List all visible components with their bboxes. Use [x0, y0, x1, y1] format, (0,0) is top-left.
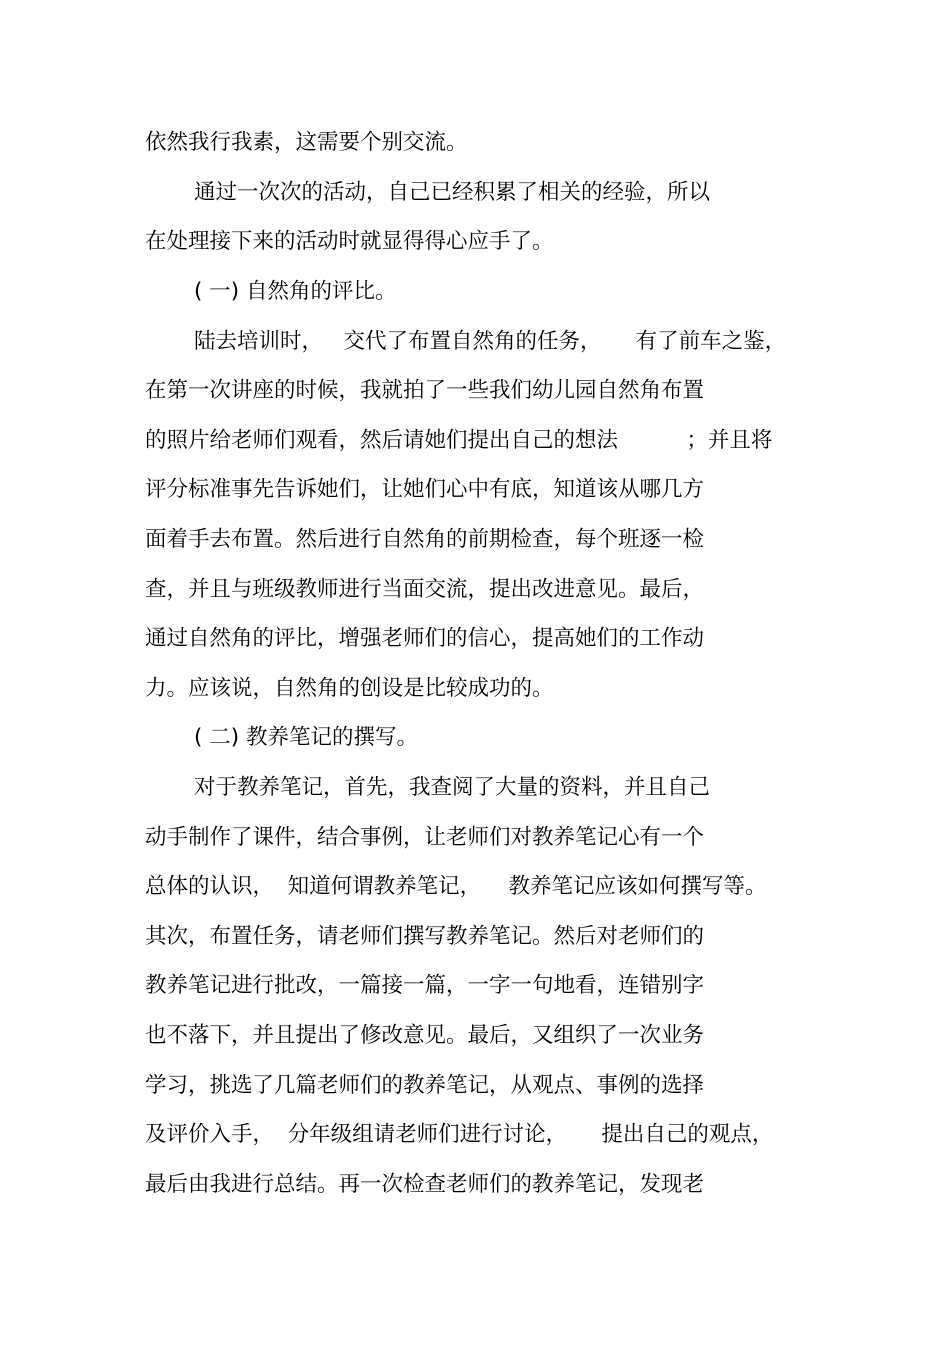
- text-line: 最后由我进行总结。再一次检查老师们的教养笔记，发现老: [145, 1172, 705, 1197]
- text-line: 依然我行我素，这需要个别交流。: [145, 130, 468, 155]
- text-line: 学习，挑选了几篇老师们的教养笔记，从观点、事例的选择: [145, 1073, 705, 1098]
- text-line: 的照片给老师们观看，然后请她们提出自己的想法 ；并且将: [145, 428, 773, 453]
- text-line: 陆去培训时， 交代了布置自然角的任务， 有了前车之鉴，: [194, 329, 787, 354]
- text-line: 总体的认识， 知道何谓教养笔记， 教养笔记应该如何撰写等。: [145, 874, 767, 899]
- text-line: 通过自然角的评比，增强老师们的信心，提高她们的工作动: [145, 626, 705, 651]
- text-line: 对于教养笔记，首先，我查阅了大量的资料，并且自己: [194, 775, 711, 800]
- text-line: 及评价入手， 分年级组请老师们进行讨论， 提出自己的观点，: [145, 1122, 774, 1147]
- section-heading: ( 二) 教养笔记的撰写。: [194, 725, 418, 750]
- text-line: 通过一次次的活动，自己已经积累了相关的经验，所以: [194, 180, 711, 205]
- text-line: 也不落下，并且提出了修改意见。最后，又组织了一次业务: [145, 1023, 705, 1048]
- text-line: 查，并且与班级教师进行当面交流，提出改进意见。最后，: [145, 577, 705, 602]
- text-line: 面着手去布置。然后进行自然角的前期检查，每个班逐一检: [145, 527, 705, 552]
- text-line: 教养笔记进行批改，一篇接一篇，一字一句地看，连错别字: [145, 973, 705, 998]
- text-line: 在处理接下来的活动时就显得得心应手了。: [145, 229, 554, 254]
- text-line: 其次，布置任务，请老师们撰写教养笔记。然后对老师们的: [145, 924, 705, 949]
- text-line: 动手制作了课件，结合事例，让老师们对教养笔记心有一个: [145, 825, 705, 850]
- text-line: 在第一次讲座的时候，我就拍了一些我们幼儿园自然角布置: [145, 378, 705, 403]
- text-line: 力。应该说，自然角的创设是比较成功的。: [145, 676, 554, 701]
- section-heading: ( 一) 自然角的评比。: [194, 279, 397, 304]
- text-line: 评分标准事先告诉她们，让她们心中有底，知道该从哪几方: [145, 477, 705, 502]
